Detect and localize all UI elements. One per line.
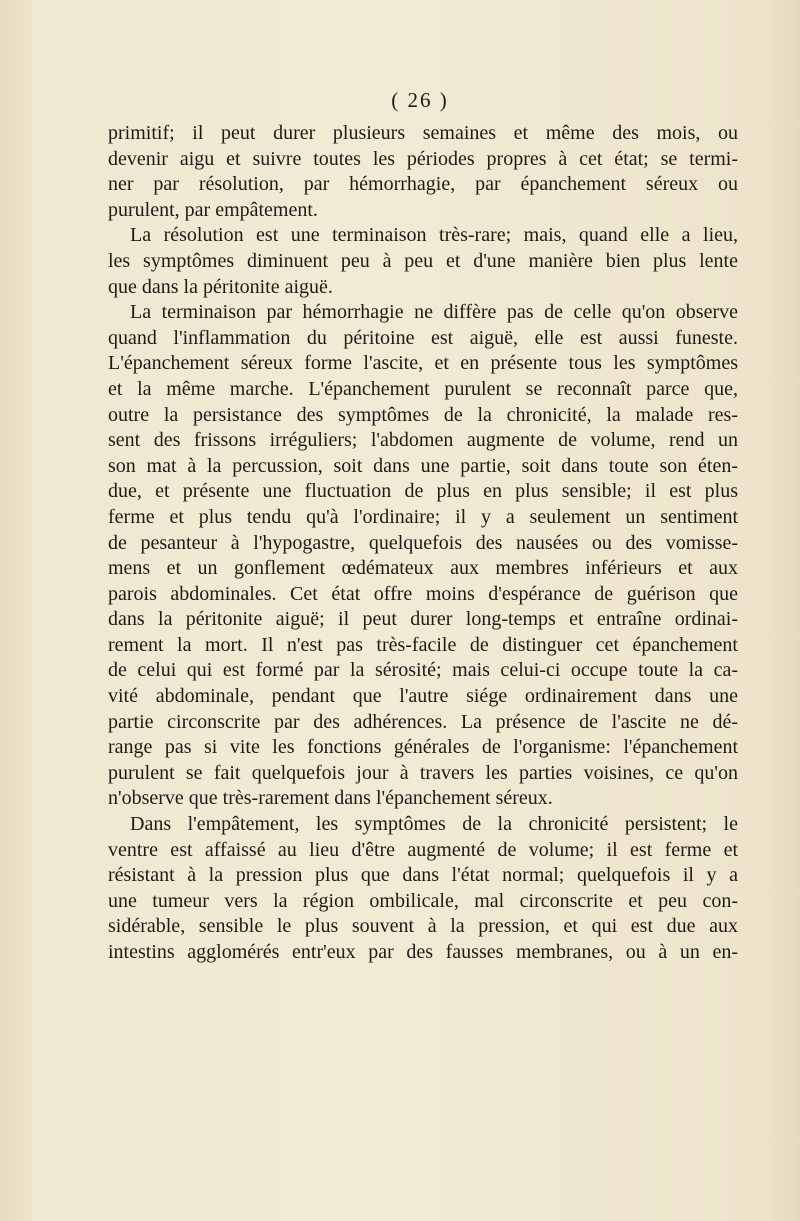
- text-line: range pas si vite les fonctions générales de l'organisme: l'épanchement: [108, 736, 738, 759]
- text-line: primitif; il peut durer plusieurs semaines et même des mois, ou: [108, 122, 738, 144]
- text-line: Dans l'empâtement, les symptômes de la chronicité persistent; le: [130, 813, 738, 836]
- text-line: les symptômes diminuent peu à peu et d'une manière bien plus lente: [108, 249, 738, 272]
- text-line: une tumeur vers la région ombilicale, mal circonscrite et peu con-: [108, 889, 738, 912]
- text-line: purulent se fait quelquefois jour à travers les parties voisines, ce qu'on: [108, 761, 738, 784]
- text-line: partie circonscrite par des adhérences. La présence de l'ascite ne dé-: [108, 710, 738, 733]
- text-line: devenir aigu et suivre toutes les périodes propres à cet état; se termi-: [108, 147, 738, 170]
- text-line: purulent, par empâtement.: [108, 198, 318, 221]
- paragraph: [108, 300, 738, 812]
- text-line: vité abdominale, pendant que l'autre siége ordinairement dans une: [108, 685, 738, 708]
- body-text: [108, 121, 738, 966]
- paragraph: [108, 812, 738, 966]
- page-number: ( 26 ): [391, 88, 449, 112]
- text-line: de celui qui est formé par la sérosité; mais celui-ci occupe toute la ca-: [108, 659, 738, 682]
- text-line: sent des frissons irréguliers; l'abdomen augmente de volume, rend un: [108, 429, 738, 452]
- text-line: sidérable, sensible le plus souvent à la pression, et qui est due aux: [108, 915, 738, 938]
- text-line: ventre est affaissé au lieu d'être augmenté de volume; il est ferme et: [108, 838, 738, 861]
- text-line: et la même marche. L'épanchement purulent se reconnaît parce que,: [108, 377, 738, 400]
- text-line: intestins agglomérés entr'eux par des fausses membranes, ou à un en-: [108, 941, 738, 963]
- text-line: dans la péritonite aiguë; il peut durer long-temps et entraîne ordinai-: [108, 608, 738, 631]
- text-line: due, et présente une fluctuation de plus en plus sensible; il est plus: [108, 480, 738, 503]
- text-line: mens et un gonflement œdémateux aux membres inférieurs et aux: [108, 557, 738, 580]
- text-line: ner par résolution, par hémorrhagie, par épanchement séreux ou: [108, 173, 738, 196]
- text-line: L'épanchement séreux forme l'ascite, et en présente tous les symptômes: [108, 352, 738, 375]
- text-line: parois abdominales. Cet état offre moins d'espérance de guérison que: [108, 582, 738, 605]
- text-line: n'observe que très-rarement dans l'épanchement séreux.: [108, 787, 553, 810]
- text-line: La terminaison par hémorrhagie ne diffère pas de celle qu'on observe: [130, 301, 738, 324]
- text-line: que dans la péritonite aiguë.: [108, 275, 333, 298]
- paragraph: [108, 121, 738, 223]
- text-line: résistant à la pression plus que dans l'état normal; quelquefois il y a: [108, 864, 738, 887]
- paragraph: [108, 223, 738, 300]
- text-line: quand l'inflammation du péritoine est aiguë, elle est aussi funeste.: [108, 326, 738, 349]
- text-line: La résolution est une terminaison très-rare; mais, quand elle a lieu,: [130, 224, 738, 247]
- text-line: ferme et plus tendu qu'à l'ordinaire; il y a seulement un sentiment: [108, 505, 738, 528]
- text-line: son mat à la percussion, soit dans une partie, soit dans toute son éten-: [108, 454, 738, 477]
- text-line: outre la persistance des symptômes de la chronicité, la malade res-: [108, 403, 738, 426]
- text-line: rement la mort. Il n'est pas très-facile de distinguer cet épanchement: [108, 633, 738, 656]
- text-line: de pesanteur à l'hypogastre, quelquefois des nausées ou des vomisse-: [108, 531, 738, 554]
